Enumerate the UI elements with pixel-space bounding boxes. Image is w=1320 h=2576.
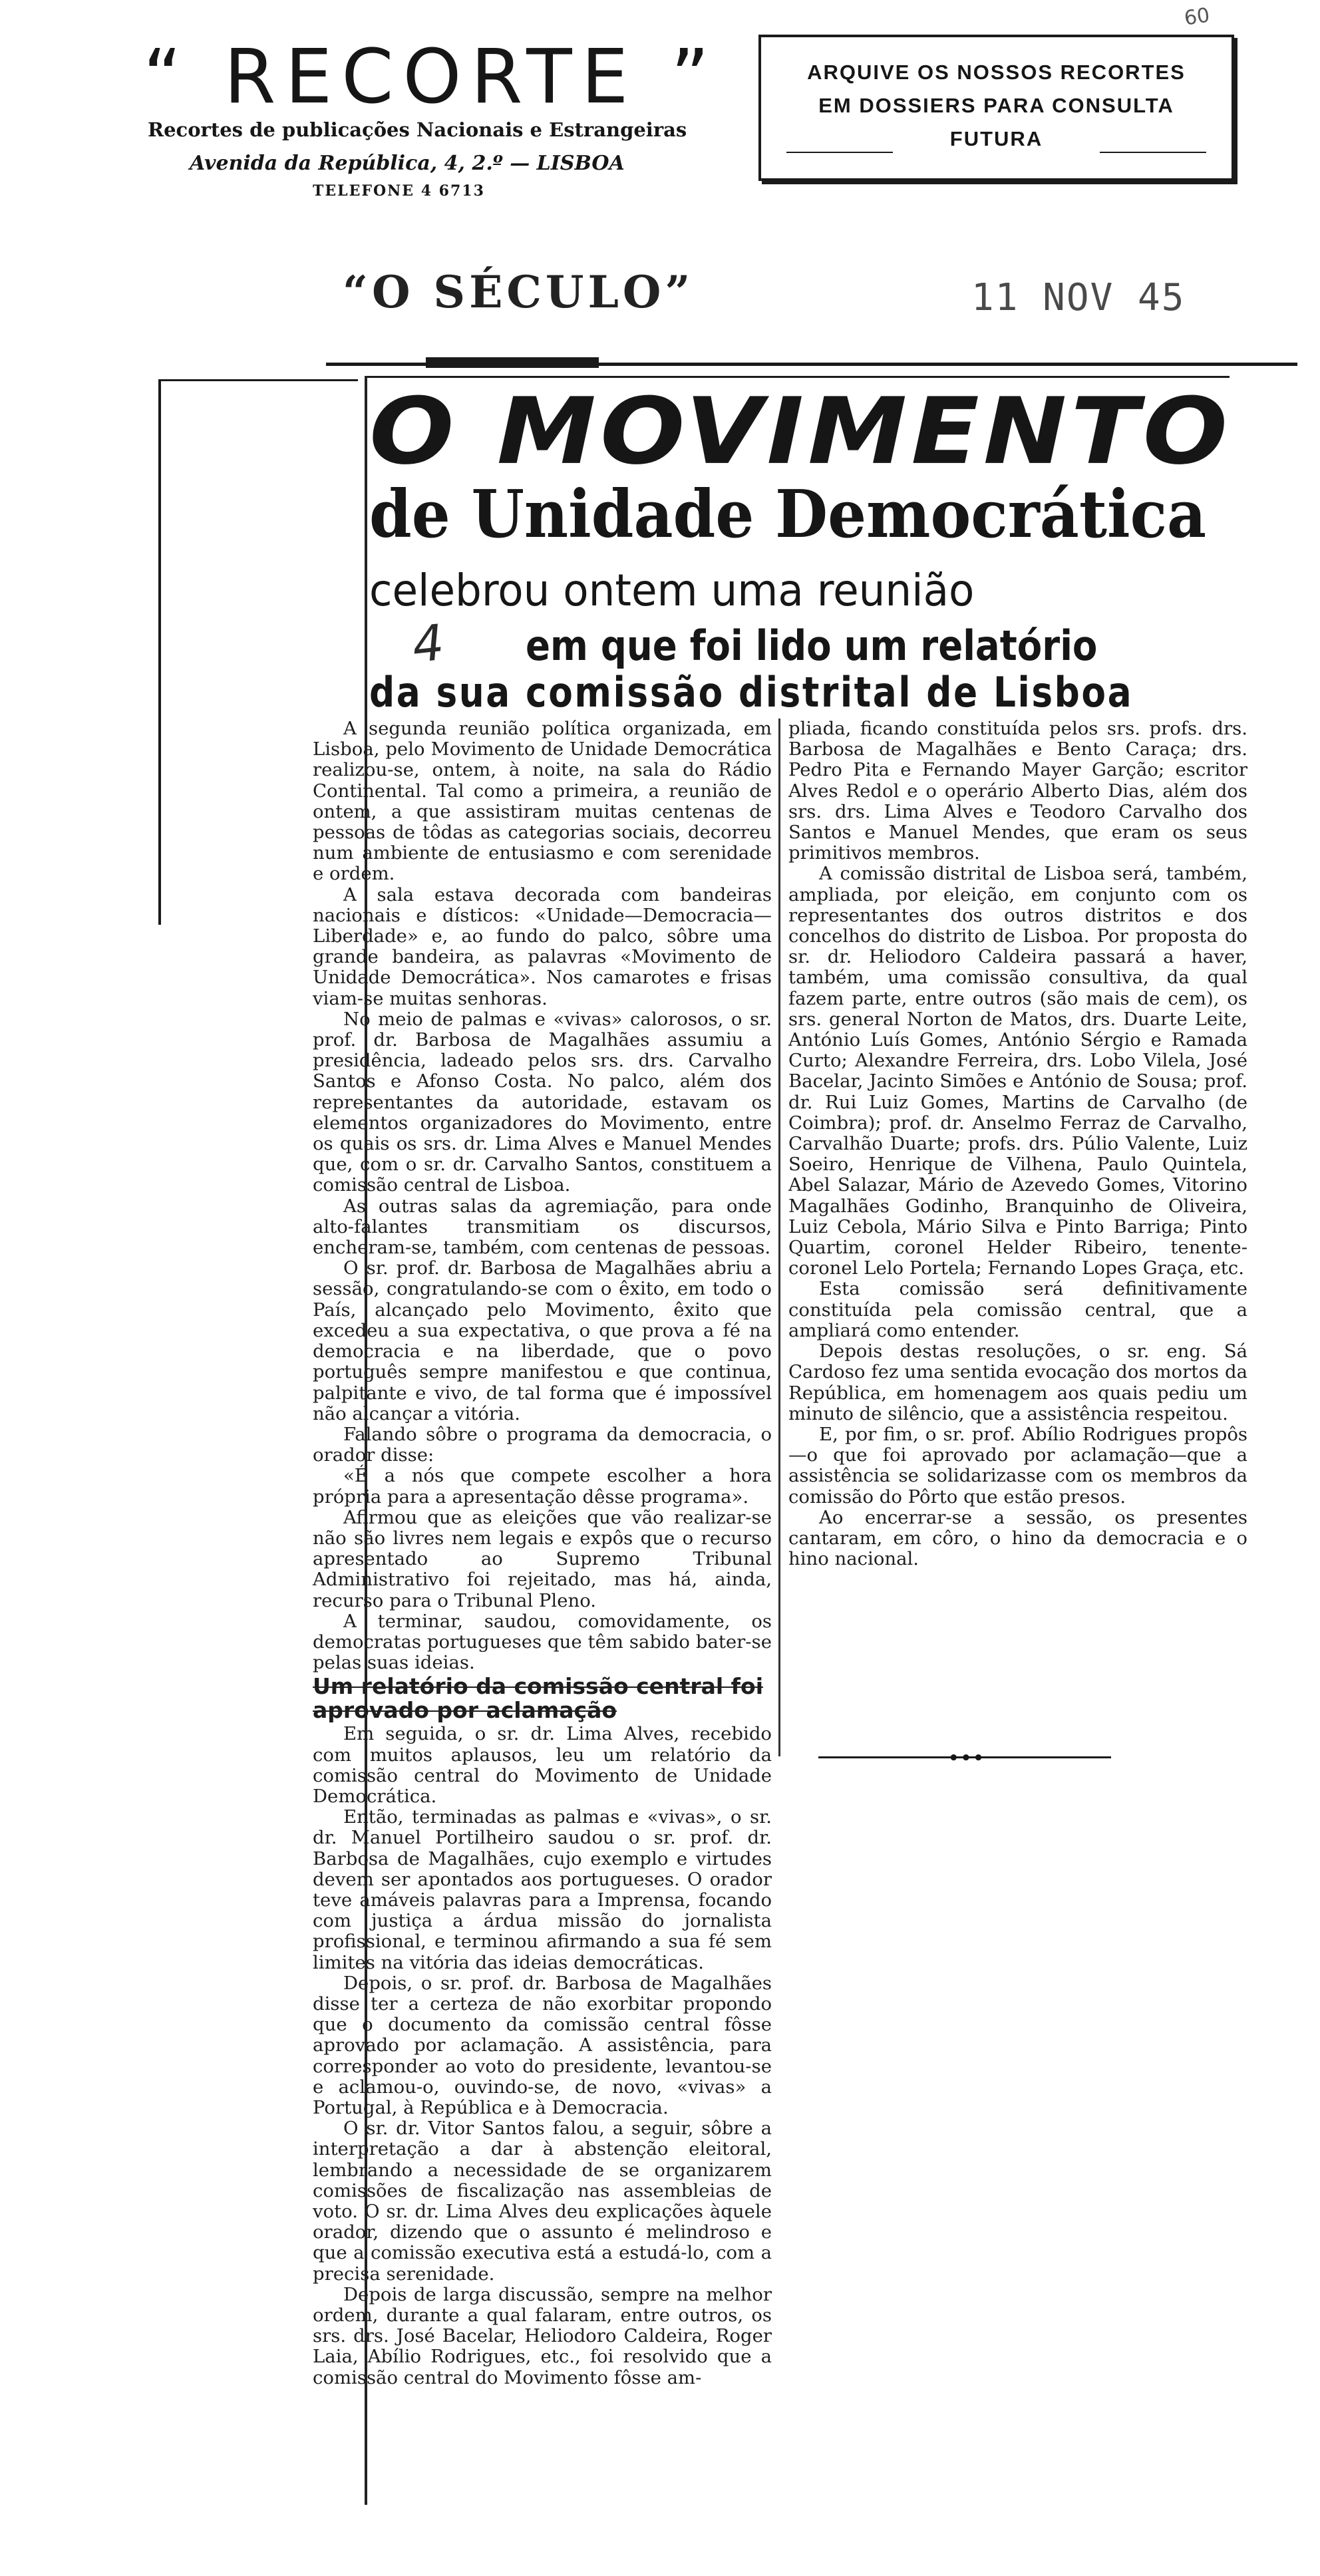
- paragraph: A sala estava decorada com bandeiras nacionais e dísticos: «Unidade—Democracia—Liberdade» e, ao fundo do palco, sôbre uma grande bandeira, as palavras «Movimento de Unidade Democrática». Nos camarotes e frisas viam-se muitas senhoras.: [313, 884, 772, 1009]
- archive-line-3: FUTURA: [949, 127, 1043, 150]
- archive-line-2: EM DOSSIERS PARA CONSULTA: [818, 94, 1174, 117]
- handwritten-corner-number: 60: [1182, 3, 1212, 31]
- headline-top-rule: [365, 376, 1230, 378]
- paragraph: As outras salas da agremiação, para onde alto-falantes transmitiam os discursos, encheram-se, também, com centenas de pessoas.: [313, 1195, 772, 1259]
- paragraph: A terminar, saudou, comovidamente, os democratas portugueses que têm sabido bater-se pelas suas ideias.: [313, 1610, 772, 1674]
- paragraph: No meio de palmas e «vivas» calorosos, o sr. prof. dr. Barbosa de Magalhães assumiu a presidência, ladeado pelos srs. drs. Carvalho Santos e Afonso Costa. No palco, além dos representantes da autoridade, estavam os elementos organizadores do Movimento, entre os quais os srs. dr. Lima Alves e Manuel Mendes que, com o sr. dr. Carvalho Santos, constituem a comissão central de Lisboa.: [313, 1008, 772, 1196]
- headline-main: O MOVIMENTO: [369, 378, 1232, 486]
- archive-notice-box: [758, 35, 1234, 181]
- paragraph: Ao encerrar-se a sessão, os presentes cantaram, em côro, o hino da democracia e o hino nacional.: [788, 1506, 1247, 1570]
- date-stamp: 11 NOV 45: [971, 276, 1186, 319]
- service-address: Avenida da República, 4, 2.º — LISBOA: [190, 152, 625, 175]
- archive-line-1: ARQUIVE OS NOSSOS RECORTES: [807, 61, 1186, 84]
- article-end-mark: •••: [948, 1748, 985, 1768]
- article-column-1: [313, 719, 772, 2388]
- paragraph: A segunda reunião política organizada, em Lisboa, pelo Movimento de Unidade Democrática realizou-se, ontem, à noite, na sala do Rádio Continental. Tal como a primeira, a reunião de ontem, a que assistiram muitas centenas de pessoas de tôdas as categorias sociais, decorreu num ambiente de entusiasmo e com serenidade e ordem.: [313, 718, 772, 885]
- paragraph: Em seguida, o sr. dr. Lima Alves, recebido com muitos aplausos, leu um relatório da comissão central do Movimento de Unidade Democrática.: [313, 1723, 772, 1807]
- archive-rule-left: [786, 152, 893, 153]
- paragraph: O sr. prof. dr. Barbosa de Magalhães abriu a sessão, congratulando-se com o êxito, em todo o País, alcançado pelo Movimento, êxito que excedeu a sua expectativa, o que prova a fé na democracia e na liberdade, que o povo português sempre manifestou e que continua, palpitante e vivo, de tal forma que é impossível não alcançar a vitória.: [313, 1257, 772, 1424]
- paragraph: Afirmou que as eleições que vão realizar-se não são livres nem legais e expôs que o recurso apresentado ao Supremo Tribunal Administrativo foi rejeitado, mas há, ainda, recurso para o Tribunal Pleno.: [313, 1506, 772, 1611]
- paragraph: Falando sôbre o programa da democracia, o orador disse:: [313, 1423, 772, 1466]
- column-divider: [778, 719, 780, 1756]
- paragraph: Esta comissão será definitivamente constituída pela comissão central, que a ampliará como entender.: [788, 1278, 1247, 1341]
- handwritten-margin-number: 4: [409, 613, 447, 675]
- article-subhead: Um relatório da comissão central foi aprovado por aclamação: [313, 1673, 764, 1724]
- headline-sub: de Unidade Democrática: [369, 476, 1207, 553]
- masthead-rule: [326, 363, 1297, 366]
- service-phone: TELEFONE 4 6713: [313, 182, 485, 200]
- headline-sub4: da sua comissão distrital de Lisboa: [369, 668, 1134, 717]
- clipping-frame-rule: [158, 379, 358, 381]
- paragraph: Depois destas resoluções, o sr. eng. Sá Cardoso fez uma sentida evocação dos mortos da República, em homenagem aos quais pediu um minuto de silêncio, que a assistência respeitou.: [788, 1341, 1247, 1424]
- headline-sub2: celebrou ontem uma reunião: [369, 565, 975, 616]
- paragraph: O sr. dr. Vitor Santos falou, a seguir, sôbre a interpretação a dar à abstenção eleitoral, lembrando a necessidade de se organizarem comissões de fiscalização nas assembleias de voto. O sr. dr. Lima Alves deu explicações àquele orador, dizendo que o assunto é melindroso e que a comissão executiva está a estudá-lo, com a precisa serenidade.: [313, 2118, 772, 2285]
- paragraph: Depois, o sr. prof. dr. Barbosa de Magalhães disse ter a certeza de não exorbitar propondo que o documento da comissão central fôsse aprovado por aclamação. A assistência, para corresponder ao voto do presidente, levantou-se e aclamou-o, ouvindo-se, de novo, «vivas» a Portugal, à República e à Democracia.: [313, 1972, 772, 2118]
- paragraph: A comissão distrital de Lisboa será, também, ampliada, por eleição, em conjunto com os representantes dos outros distritos e dos concelhos do distrito de Lisboa. Por proposta do sr. dr. Heliodoro Caldeira passará a haver, também, uma comissão consultiva, da qual fazem parte, entre outros (são mais de cem), os srs. general Norton de Matos, drs. Duarte Leite, António Luís Gomes, António Sérgio e Ramada Curto; Alexandre Ferreira, drs. Lobo Vilela, José Bacelar, Jacinto Simões e António de Sousa; prof. dr. Rui Luiz Gomes, Martins de Carvalho (de Coimbra); prof. dr. Anselmo Ferraz de Carvalho, Carvalhão Duarte; profs. drs. Púlio Valente, Luiz Soeiro, Henrique de Vilhena, Paulo Quintela, Abel Salazar, Mário de Azevedo Gomes, Vitorino Magalhães Godinho, Branquinho de Oliveira, Luiz Cebola, Mário Silva e Pinto Barriga; Pinto Quartim, coronel Helder Ribeiro, tenente-coronel Lelo Portela; Fernando Lopes Graça, etc.: [788, 863, 1247, 1279]
- paragraph: «É a nós que compete escolher a hora própria para a apresentação dêsse programa».: [313, 1465, 772, 1508]
- newspaper-city: LISBOA: [442, 331, 576, 363]
- article-column-2: [788, 719, 1247, 1569]
- paragraph: Então, terminadas as palmas e «vivas», o sr. dr. Manuel Portilheiro saudou o sr. prof. dr. Barbosa de Magalhães, cujo exemplo e virtudes devem ser apontados aos portugueses. O orador teve amáveis palavras para a Imprensa, focando com justiça a árdua missão do jornalista profissional, e terminou afirmando a sua fé sem limites na vitória das ideias democráticas.: [313, 1806, 772, 1973]
- headline-sub3: em que foi lido um relatório: [526, 621, 1098, 670]
- paragraph: pliada, ficando constituída pelos srs. profs. drs. Barbosa de Magalhães e Bento Caraça; drs. Pedro Pita e Fernando Mayer Garção; escritor Alves Redol e o operário Alberto Dias, além dos srs. drs. Lima Alves e Teodoro Carvalho dos Santos e Manuel Mendes, que eram os seus primitivos membros.: [788, 718, 1247, 864]
- clipping-left-rule: [158, 379, 161, 925]
- paragraph: Depois de larga discussão, sempre na melhor ordem, durante a qual falaram, entre outros, os srs. drs. José Bacelar, Heliodoro Caldeira, Roger Laia, Abílio Rodrigues, etc., foi resolvido que a comissão central do Movimento fôsse am-: [313, 2283, 772, 2388]
- archive-rule-right: [1100, 152, 1206, 153]
- service-subtitle: Recortes de publicações Nacionais e Estrangeiras: [148, 118, 687, 141]
- service-name: “ RECORTE ”: [143, 34, 719, 120]
- newspaper-name: “O SÉCULO”: [343, 266, 695, 318]
- paragraph: E, por fim, o sr. prof. Abílio Rodrigues propôs—o que foi aprovado por aclamação—que a assistência se solidarizasse com os membros da comissão do Pôrto que estão presos.: [788, 1423, 1247, 1508]
